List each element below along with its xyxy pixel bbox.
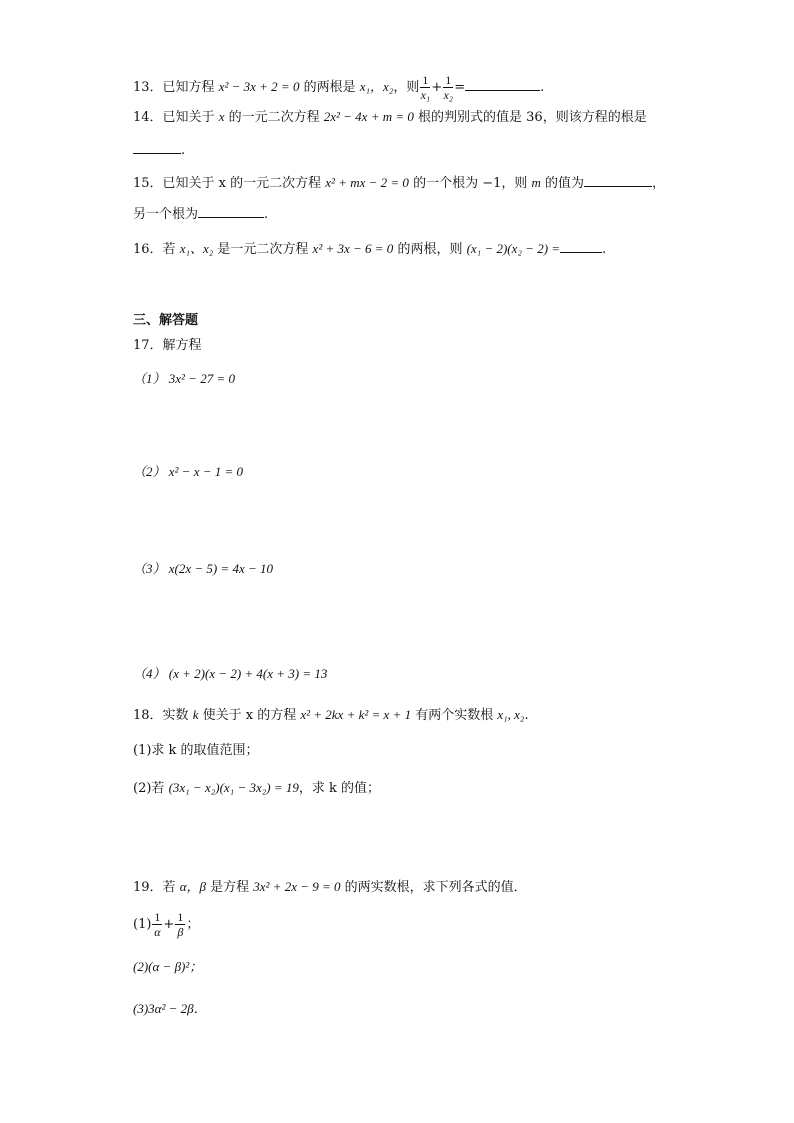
q14-equation: 2x² − 4x + m = 0 bbox=[323, 109, 414, 124]
answer-blank[interactable] bbox=[584, 174, 652, 187]
question-14: 14．已知关于 x 的一元二次方程 2x² − 4x + m = 0 根的判别式的值是 36，则该方程的根是 bbox=[133, 109, 647, 125]
question-17-title: 17．解方程 bbox=[133, 338, 202, 353]
question-13: 13．已知方程 x² − 3x + 2 = 0 的两根是 x₁，x₂，则 $\frac{1}{\text{x₁}}$ + $\frac{1}{\text{x₂}}$ = . bbox=[133, 73, 545, 102]
q19-fraction-1: $\frac{1}{\alpha}$ bbox=[154, 910, 161, 939]
q15-equation: x² + mx − 2 = 0 bbox=[325, 175, 409, 190]
q19-sub-2: (2)(α − β)²； bbox=[133, 959, 203, 974]
q17-part-1: （1） 3x² − 27 = 0 bbox=[133, 371, 235, 386]
q17-part-3: （3） x(2x − 5) = 4x − 10 bbox=[133, 561, 274, 576]
question-15-continued: 另一个根为 . bbox=[133, 207, 269, 222]
q17-part-2: （2） x² − x − 1 = 0 bbox=[133, 464, 244, 479]
q18-sub-1: (1)求 k 的取值范围； bbox=[133, 743, 259, 758]
q19-fraction-2: $\frac{1}{\beta}$ bbox=[177, 910, 184, 939]
section-heading: 三、解答题 bbox=[133, 313, 199, 328]
q13-fraction-1: $\frac{1}{\text{x₁}}$ bbox=[420, 73, 431, 102]
q19-sub-3: (3)3α² − 2β． bbox=[133, 1001, 207, 1016]
question-16: 16．若 x₁、x₂ 是一元二次方程 x² + 3x − 6 = 0 的两根，则 (x₁ − 2)(x₂ − 2) = . bbox=[133, 241, 607, 257]
q19-equation: 3x² + 2x − 9 = 0 bbox=[253, 879, 341, 894]
answer-blank[interactable] bbox=[560, 240, 602, 253]
question-15: 15．已知关于 x 的一元二次方程 x² + mx − 2 = 0 的一个根为 −1，则 m 的值为 ， bbox=[133, 175, 666, 191]
q13-equation: x² − 3x + 2 = 0 bbox=[218, 79, 300, 94]
q16-equation: x² + 3x − 6 = 0 bbox=[312, 241, 394, 256]
answer-blank[interactable] bbox=[465, 78, 540, 91]
question-19: 19．若 α，β 是方程 3x² + 2x − 9 = 0 的两实数根，求下列各式的值． bbox=[133, 879, 527, 895]
question-18: 18．实数 k 使关于 x 的方程 x² + 2kx + k² = x + 1 有两个实数根 x₁, x₂. bbox=[133, 707, 529, 723]
answer-blank[interactable] bbox=[133, 141, 181, 154]
q17-part-4: （4） (x + 2)(x − 2) + 4(x + 3) = 13 bbox=[133, 666, 328, 681]
answer-blank[interactable] bbox=[198, 205, 264, 218]
q19-sub-1: (1) $\frac{1}{\alpha}$ + $\frac{1}{\beta}$ ； bbox=[133, 910, 200, 939]
q13-fraction-2: $\frac{1}{\text{x₂}}$ bbox=[443, 73, 453, 102]
q18-sub-2: (2)若 (3x₁ − x₂)(x₁ − 3x₂) = 19，求 k 的值； bbox=[133, 780, 381, 796]
q18-equation: x² + 2kx + k² = x + 1 bbox=[300, 707, 412, 722]
question-14-continued: . bbox=[133, 141, 185, 160]
